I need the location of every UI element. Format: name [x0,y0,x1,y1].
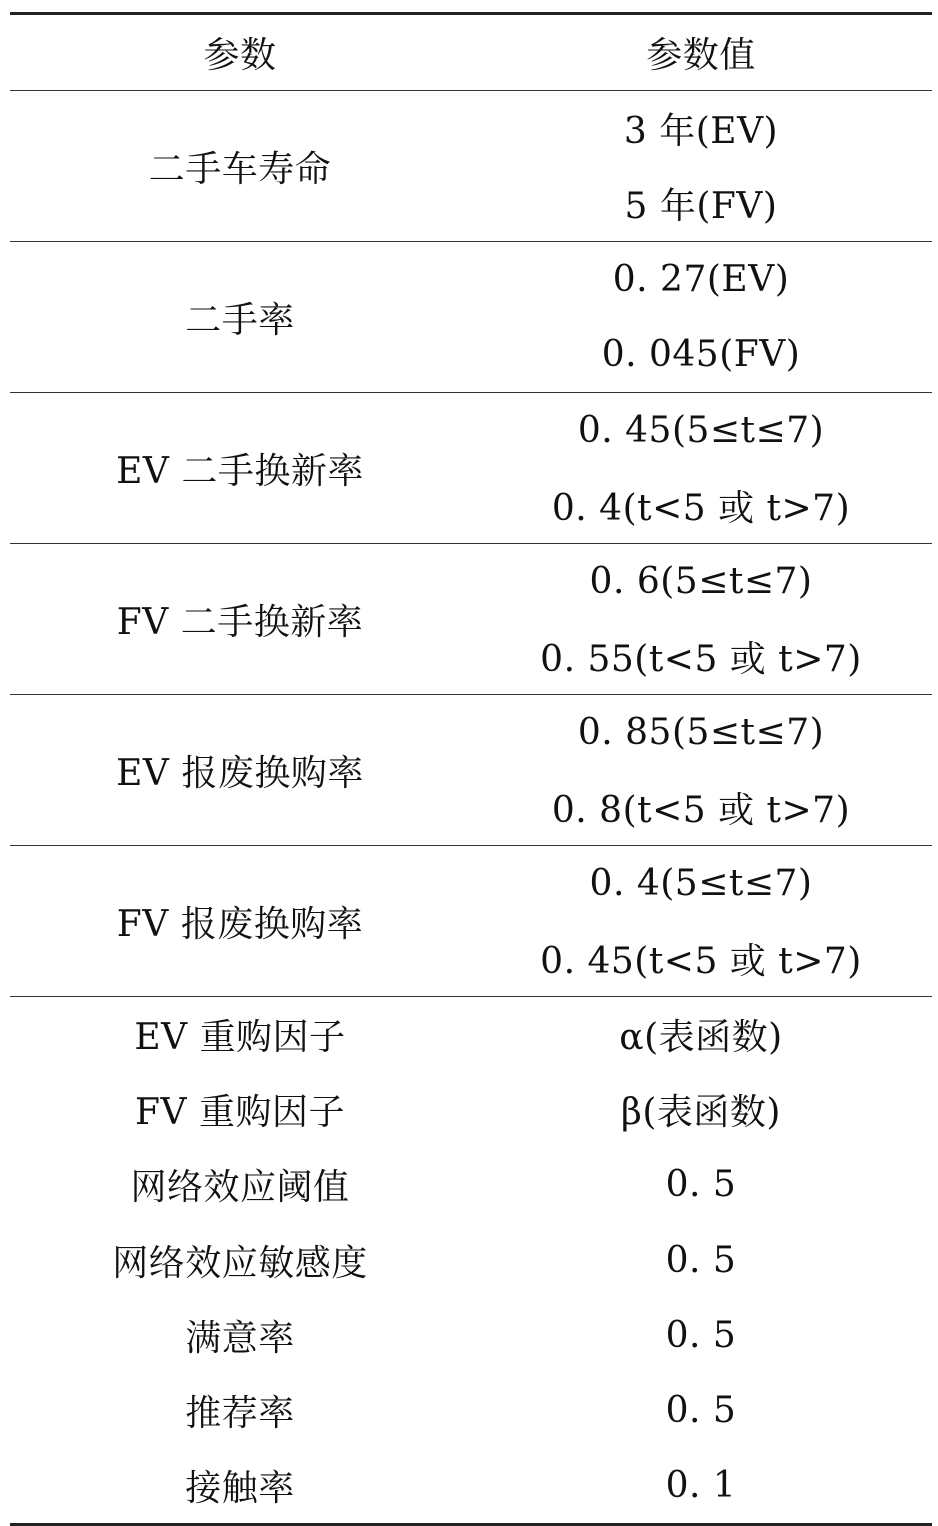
header-value: 参数值 [646,35,756,76]
value-line: 0. 045(FV) [601,334,801,375]
value-line: 3 年(EV) [623,111,779,152]
param-cell: 网络效应敏感度 [112,1242,368,1284]
table-row [10,1298,932,1373]
value-line: 0. 27(EV) [612,259,790,300]
param-cell: 二手率 [185,299,295,341]
value-line: 0. 45(t<5 或 t>7) [540,941,862,982]
value-cell [470,242,932,392]
value-cell: 0. 5 [665,1164,737,1206]
header-param: 参数 [203,35,277,76]
table-row [10,997,932,1072]
param-cell: 二手车寿命 [148,148,332,190]
param-cell: FV 重购因子 [135,1092,345,1134]
value-cell: β(表函数) [621,1092,781,1134]
value-cell [470,544,932,694]
table-row [10,1448,932,1523]
table-row [10,1223,932,1298]
value-line: 5 年(FV) [624,186,778,227]
value-cell [470,846,932,996]
value-cell [470,393,932,543]
param-cell: EV 报废换购率 [116,752,364,794]
table-row [10,1072,932,1147]
param-cell: EV 二手换新率 [116,450,364,492]
table-header-row [10,15,932,91]
value-line: 0. 55(t<5 或 t>7) [540,639,862,680]
value-line: 0. 85(5≤t≤7) [577,712,825,753]
value-cell [470,695,932,845]
table-row-group [10,91,932,242]
param-cell: FV 报废换购率 [116,903,364,945]
table-row-group [10,544,932,695]
table-row-group [10,393,932,544]
value-line: 0. 45(5≤t≤7) [577,410,825,451]
value-line: 0. 4(t<5 或 t>7) [551,488,851,529]
table-row [10,1147,932,1222]
value-line: 0. 6(5≤t≤7) [589,561,813,602]
value-cell: 0. 5 [665,1390,737,1432]
value-cell: 0. 1 [665,1465,737,1507]
param-cell: EV 重购因子 [134,1017,346,1059]
simple-rows [10,997,932,1523]
table-row-group [10,695,932,846]
value-line: 0. 8(t<5 或 t>7) [551,790,851,831]
table-row-group [10,846,932,997]
value-line: 0. 4(5≤t≤7) [589,863,813,904]
value-cell: 0. 5 [665,1314,737,1356]
value-cell: 0. 5 [665,1239,737,1281]
param-cell: 推荐率 [185,1393,295,1435]
param-cell: 接触率 [185,1468,295,1510]
value-cell [470,91,932,241]
param-cell: 网络效应阈值 [130,1167,350,1209]
param-cell: FV 二手换新率 [116,601,364,643]
table-row [10,1373,932,1448]
param-cell: 满意率 [185,1317,295,1359]
parameter-table [10,12,932,1526]
value-cell: α(表函数) [619,1017,783,1059]
table-row-group [10,242,932,393]
